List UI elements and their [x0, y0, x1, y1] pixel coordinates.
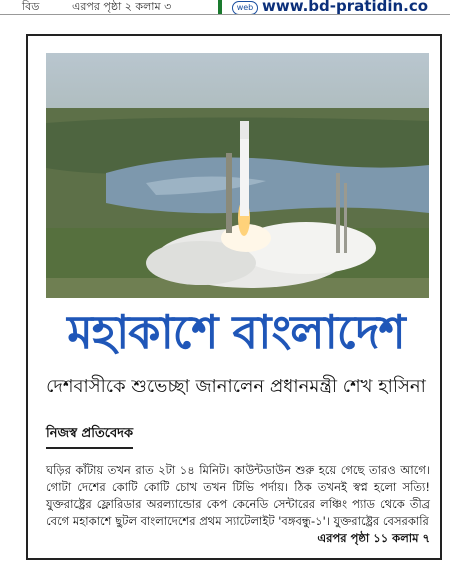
subheadline: দেশবাসীকে শুভেচ্ছা জানালেন প্রধানমন্ত্রী শেখ হাসিনা: [46, 376, 426, 397]
body-text: ঘড়ির কাঁটায় তখন রাত ২টা ১৪ মিনিট। কাউন্টডাউন শুরু হয়ে গেছে তারও আগে। গোটা দেশের কোটি কোটি চোখ তখন টিভি পর্দায়। ঠিক তখনই স্বপ্ন হলো সত্যি! যুক্তরাষ্ট্রের ফ্লোরিডার অরল্যান্ডোর কেপ কেনেডি সেন্টারের লঞ্চিং প্যাড থেকে তীব্র বেগে মহাকাশে ছুটল বাংলাদেশের প্রথম স্যাটেলাইট 'বঙ্গবন্ধু-১'। যুক্তরাষ্ট্রের বেসরকারি: [46, 463, 430, 528]
article-frame: [26, 34, 442, 560]
article-body: [46, 462, 430, 547]
page-ref-left: বিড: [22, 0, 40, 13]
headline: মহাকাশে বাংলাদেশ: [67, 305, 405, 359]
rocket-launch-photo: [46, 53, 429, 298]
web-icon: web: [232, 1, 258, 15]
continuation-ref-top: এরপর পৃষ্ঠা ২ কলাম ৩: [72, 0, 172, 13]
site-url: www.bd-pratidin.co: [262, 0, 429, 15]
continued-ref: এরপর পৃষ্ঠা ১১ কলাম ৭: [317, 531, 430, 545]
byline: নিজস্ব প্রতিবেদক: [46, 424, 133, 449]
green-divider: [218, 0, 222, 14]
masthead-strip: [0, 0, 450, 15]
